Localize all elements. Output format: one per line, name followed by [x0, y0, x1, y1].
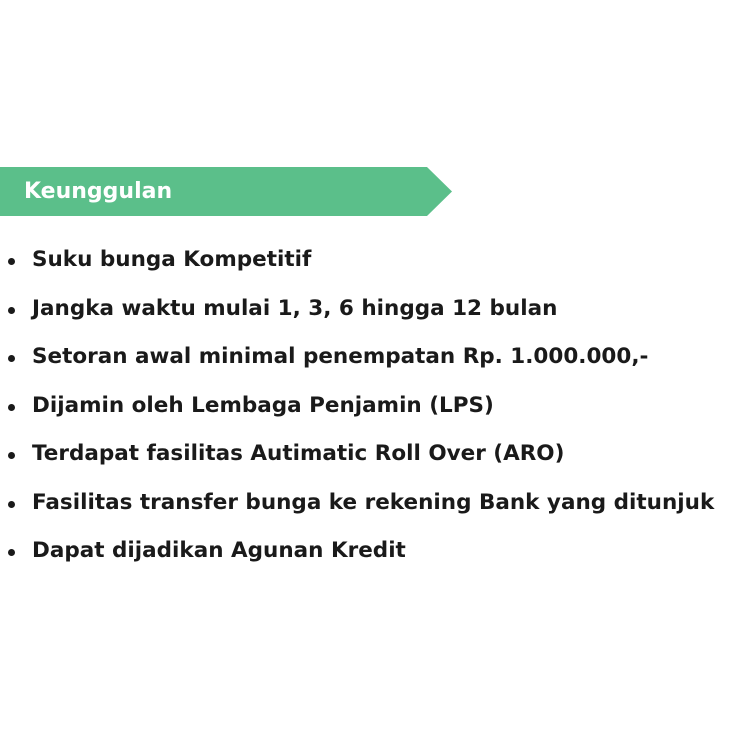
- bullet-icon: [8, 355, 15, 362]
- list-item: [8, 430, 714, 479]
- bullet-icon: [8, 452, 15, 459]
- bullet-icon: [8, 258, 15, 265]
- list-item: [8, 527, 714, 576]
- bullet-icon: [8, 404, 15, 411]
- bullet-icon: [8, 501, 15, 508]
- list-item: [8, 236, 714, 285]
- list-item-text: Terdapat fasilitas Autimatic Roll Over (ARO): [32, 441, 565, 466]
- features-list: [8, 236, 714, 576]
- bullet-icon: [8, 549, 15, 556]
- list-item-text: Setoran awal minimal penempatan Rp. 1.000.000,-: [32, 344, 649, 369]
- list-item: [8, 285, 714, 334]
- list-item: [8, 382, 714, 431]
- list-item-text: Dapat dijadikan Agunan Kredit: [32, 538, 406, 563]
- list-item: [8, 479, 714, 528]
- section-header-banner: [0, 167, 452, 216]
- list-item-text: Dijamin oleh Lembaga Penjamin (LPS): [32, 392, 494, 418]
- list-item-text: Jangka waktu mulai 1, 3, 6 hingga 12 bulan: [32, 295, 558, 321]
- list-item-text: Suku bunga Kompetitif: [32, 247, 312, 272]
- bullet-icon: [8, 307, 15, 314]
- list-item-text: Fasilitas transfer bunga ke rekening Bank yang ditunjuk: [32, 489, 715, 515]
- list-item: [8, 333, 714, 382]
- section-title: Keunggulan: [24, 179, 173, 204]
